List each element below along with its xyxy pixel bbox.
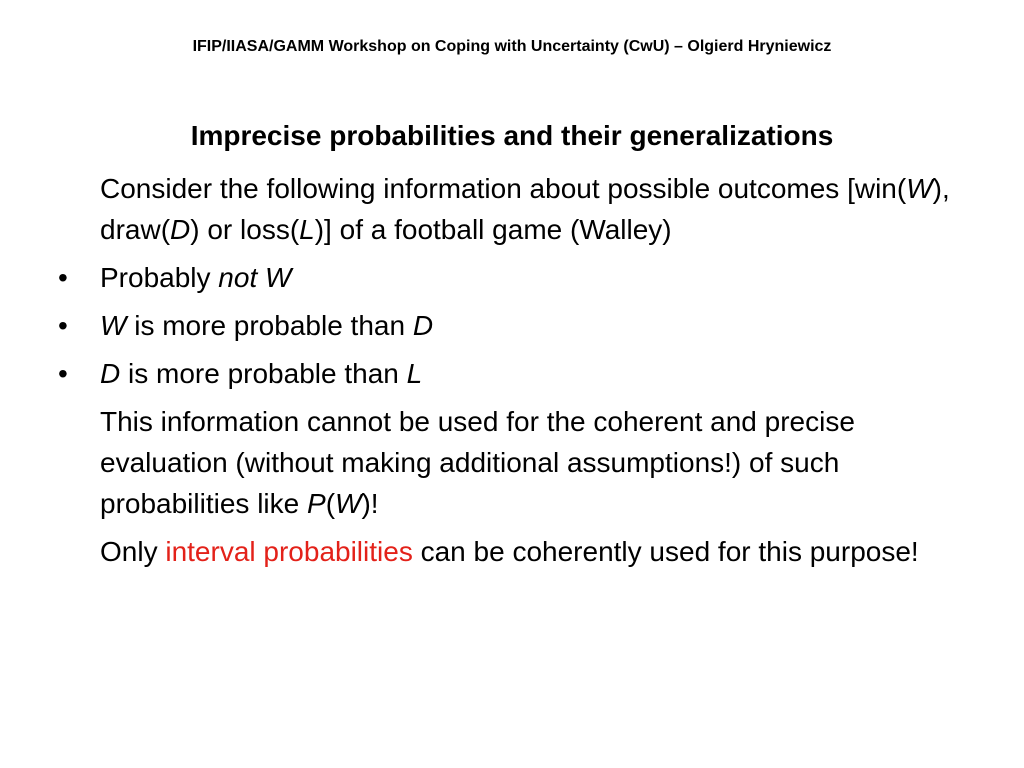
- evaluation-symbol-p: P: [307, 488, 326, 519]
- conclusion-text-2: can be coherently used for this purpose!: [412, 536, 919, 567]
- intro-symbol-w: W: [906, 173, 933, 204]
- conclusion-paragraph: [100, 531, 980, 572]
- intro-text-3: ) or loss(: [190, 214, 300, 245]
- bullet-text: is more probable than: [120, 358, 407, 389]
- bullet-emphasis: L: [406, 358, 423, 389]
- intro-text-4: )] of a football game (Walley): [314, 214, 672, 245]
- evaluation-symbol-w: W: [335, 488, 362, 519]
- intro-symbol-d: D: [170, 214, 191, 245]
- bullet-emphasis: D: [100, 358, 121, 389]
- intro-paragraph: [100, 168, 980, 250]
- bullet-marker: •: [58, 358, 68, 389]
- slide-header: IFIP/IIASA/GAMM Workshop on Coping with Uncertainty (CwU) – Olgierd Hryniewicz: [192, 38, 832, 55]
- bullet-emphasis: D: [412, 310, 434, 341]
- intro-symbol-l: L: [299, 214, 315, 245]
- bullet-marker: •: [58, 310, 68, 341]
- evaluation-text-2: (: [325, 488, 336, 519]
- intro-text-2: ), draw(: [100, 173, 950, 245]
- bullet-item: [58, 257, 980, 298]
- bullet-text: Probably: [100, 262, 219, 293]
- slide-title: Imprecise probabilities and their generalizations: [190, 120, 834, 151]
- highlighted-term: interval probabilities: [165, 536, 413, 567]
- intro-text-1: Consider the following information about possible outcomes [win(: [100, 173, 907, 204]
- evaluation-paragraph: [100, 401, 980, 524]
- bullet-marker: •: [58, 262, 68, 293]
- bullet-text: is more probable than: [126, 310, 413, 341]
- evaluation-text-1: This information cannot be used for the coherent and precise evaluation (without making additional assumptions!) of such probabilities like: [100, 406, 855, 519]
- bullet-item: [58, 353, 980, 394]
- bullet-emphasis: not W: [218, 262, 292, 293]
- evaluation-text-3: )!: [361, 488, 379, 519]
- bullet-item: [58, 305, 980, 346]
- slide-body: [58, 168, 980, 579]
- bullet-emphasis: W: [100, 310, 127, 341]
- conclusion-text-1: Only: [100, 536, 166, 567]
